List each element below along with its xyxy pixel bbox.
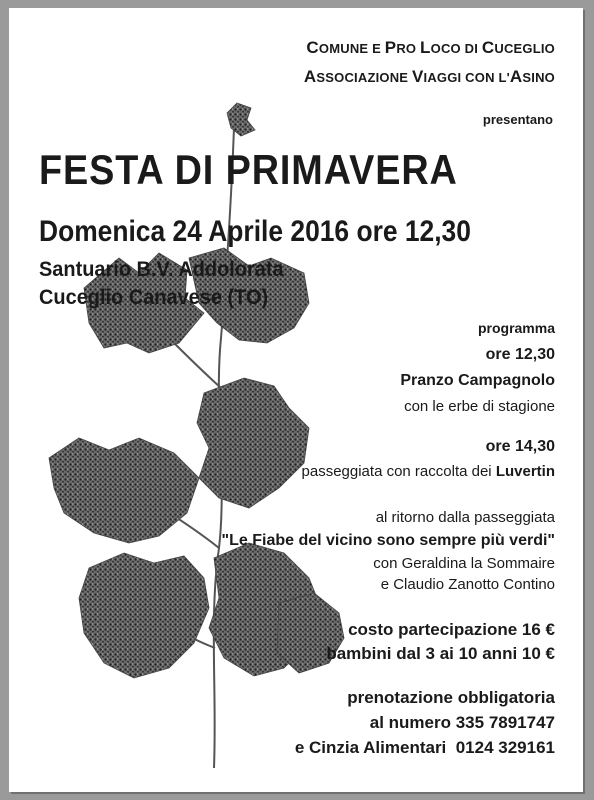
organizer-line-2: ASSOCIAZIONE VIAGGI CON L'ASINO (303, 67, 555, 86)
lunch-time: ore 12,30 (485, 346, 555, 363)
poster-sheet (9, 8, 583, 792)
walk-time: ore 14,30 (485, 438, 555, 455)
venue-line-2: Cuceglio Canavese (TO) (39, 286, 269, 309)
event-title: FESTA DI PRIMAVERA (39, 146, 458, 193)
walk-description: passeggiata con raccolta dei Luvertin (301, 463, 555, 480)
return-line: al ritorno dalla passeggiata (375, 509, 555, 526)
cost-adult: costo partecipazione 16 € (348, 620, 555, 639)
presenting-label: presentano (482, 112, 553, 127)
program-heading: programma (477, 320, 555, 336)
venue-line-1: Santuario B.V. Addolorata (39, 258, 284, 281)
lunch-title: Pranzo Campagnolo (400, 372, 555, 389)
organizer-line-1: COMUNE E PRO LOCO DI CUCEGLIO (306, 38, 555, 57)
lunch-description: con le erbe di stagione (404, 398, 555, 415)
event-date: Domenica 24 Aprile 2016 ore 12,30 (39, 215, 471, 248)
cost-children: bambini dal 3 ai 10 anni 10 € (326, 644, 555, 663)
booking-phone: al numero 335 7891747 (369, 713, 555, 732)
booking-shop: e Cinzia Alimentari 0124 329161 (294, 738, 555, 757)
story-performer-2: e Claudio Zanotto Contino (380, 576, 555, 593)
story-performer-1: con Geraldina la Sommaire (373, 555, 555, 572)
booking-line-1: prenotazione obbligatoria (347, 688, 555, 707)
story-title: "Le Fiabe del vicino sono sempre più verdi" (221, 532, 555, 549)
